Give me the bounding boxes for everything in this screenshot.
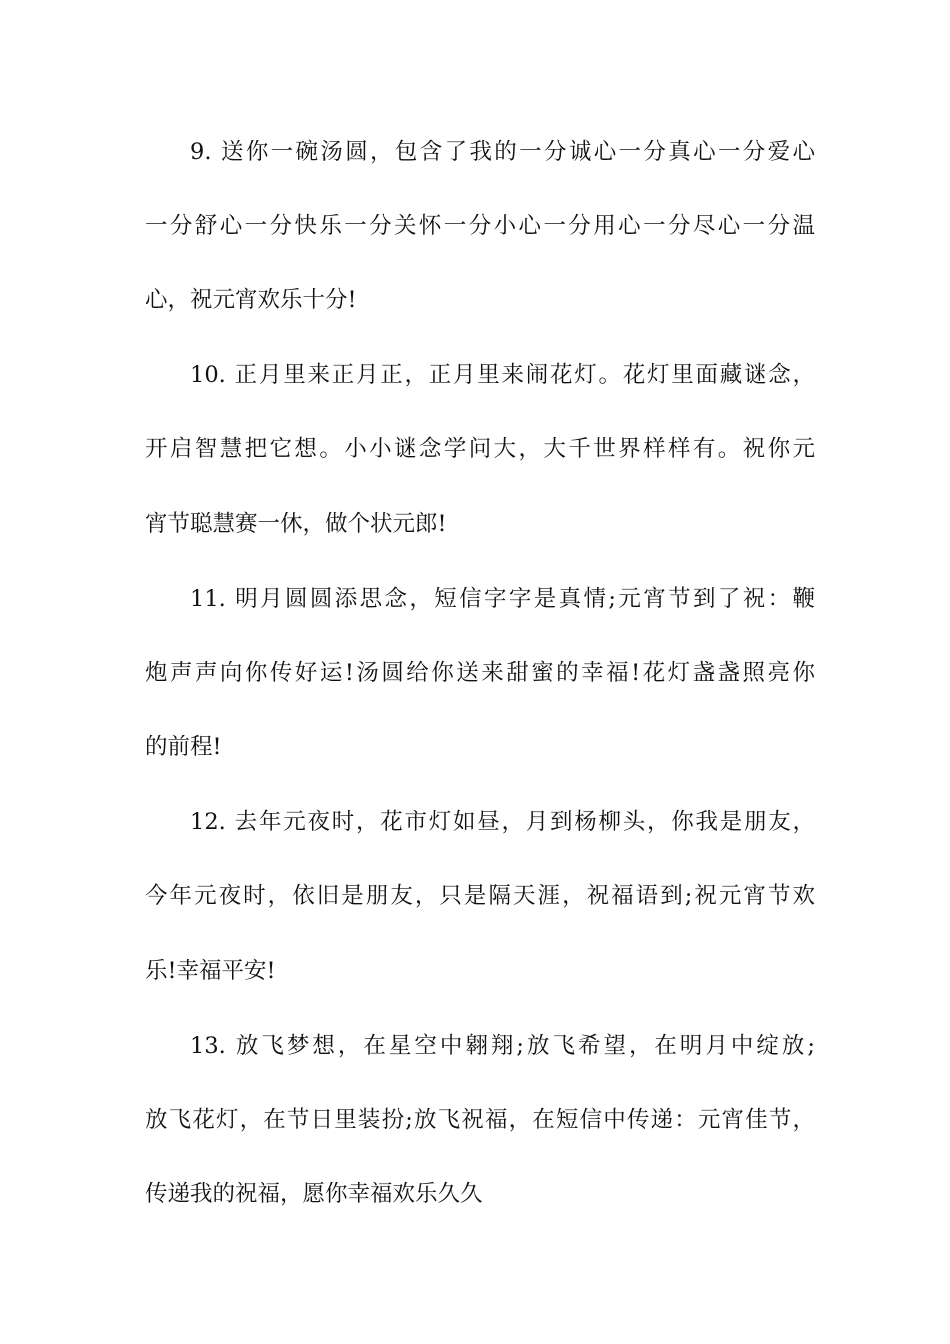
item-13-line-1: 13. 放飞梦想，在星空中翱翔;放飞希望，在明月中绽放; [190, 1033, 815, 1059]
item-13-line-3: 传递我的祝福，愿你幸福欢乐久久 [145, 1181, 483, 1207]
item-9-line-3: 心，祝元宵欢乐十分! [145, 287, 357, 313]
item-9-line-1: 9. 送你一碗汤圆，包含了我的一分诚心一分真心一分爱心 [190, 139, 815, 165]
item-10-line-3: 宵节聪慧赛一休，做个状元郎! [145, 511, 447, 537]
item-12-line-3: 乐!幸福平安! [145, 958, 276, 984]
item-10-line-2: 开启智慧把它想。小小谜念学问大，大千世界样样有。祝你元 [145, 436, 815, 462]
item-11-line-2: 炮声声向你传好运!汤圆给你送来甜蜜的幸福!花灯盏盏照亮你 [145, 660, 815, 686]
item-11-line-3: 的前程! [145, 734, 222, 760]
item-12-line-2: 今年元夜时，依旧是朋友，只是隔天涯，祝福语到;祝元宵节欢 [145, 883, 815, 909]
item-13-line-2: 放飞花灯，在节日里装扮;放飞祝福，在短信中传递：元宵佳节， [145, 1107, 815, 1133]
item-12-line-1: 12. 去年元夜时，花市灯如昼，月到杨柳头，你我是朋友， [190, 809, 815, 835]
item-11-line-1: 11. 明月圆圆添思念，短信字字是真情;元宵节到了祝：鞭 [190, 586, 815, 612]
item-9-line-2: 一分舒心一分快乐一分关怀一分小心一分用心一分尽心一分温 [145, 213, 815, 239]
item-10-line-1: 10. 正月里来正月正，正月里来闹花灯。花灯里面藏谜念， [190, 362, 815, 388]
